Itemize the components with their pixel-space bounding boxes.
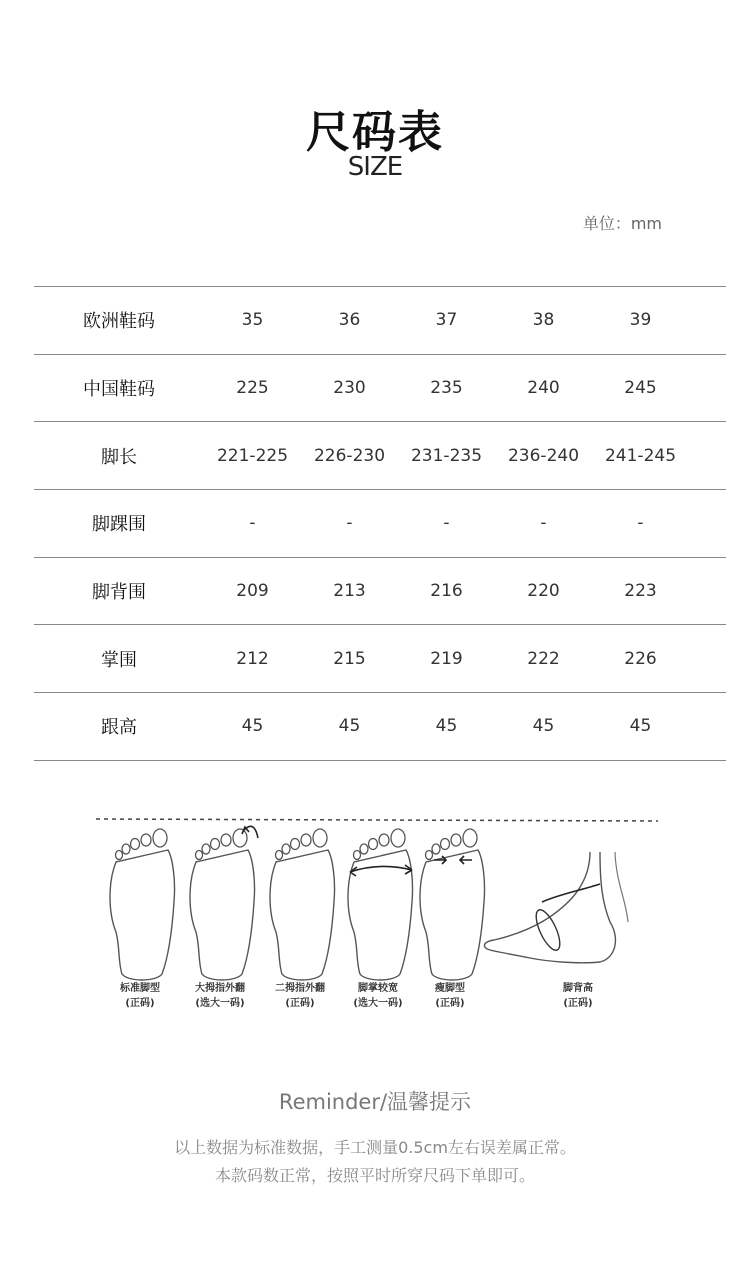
table-cell: 39 bbox=[629, 310, 652, 331]
row-label: 欧洲鞋码 bbox=[83, 311, 155, 333]
row-label: 脚长 bbox=[101, 446, 137, 468]
foot-label: 标准脚型 bbox=[120, 983, 160, 994]
table-row-instep bbox=[34, 558, 726, 626]
foot-label: 脚背高 bbox=[563, 983, 593, 994]
table-row-eu-size bbox=[34, 287, 726, 355]
row-label: 中国鞋码 bbox=[83, 379, 155, 401]
table-cell: 36 bbox=[338, 310, 361, 331]
foot-note: (正码) bbox=[563, 998, 593, 1009]
reminder-text-2: 本款码数正常，按照平时所穿尺码下单即可。 bbox=[214, 1166, 535, 1185]
table-cell: 45 bbox=[629, 716, 652, 737]
table-cell: 35 bbox=[241, 310, 264, 331]
table-cell: 219 bbox=[430, 648, 463, 669]
foot-note: (正码) bbox=[435, 998, 465, 1009]
foot-slim-icon bbox=[420, 829, 485, 980]
table-cell: 37 bbox=[435, 310, 458, 331]
foot-note: (正码) bbox=[125, 998, 155, 1009]
table-cell: 213 bbox=[333, 581, 366, 602]
table-cell: - bbox=[249, 513, 256, 534]
table-row-ankle bbox=[34, 490, 726, 558]
row-label: 脚踝围 bbox=[92, 514, 146, 536]
table-cell: 222 bbox=[527, 648, 560, 669]
row-label: 跟高 bbox=[101, 717, 137, 739]
table-cell: - bbox=[637, 513, 644, 534]
foot-wide-icon bbox=[348, 829, 413, 980]
table-row-foot-length bbox=[34, 422, 726, 490]
table-cell: 45 bbox=[435, 716, 458, 737]
table-cell: 45 bbox=[532, 716, 555, 737]
foot-label: 脚掌较宽 bbox=[358, 983, 398, 994]
table-cell: 45 bbox=[241, 716, 264, 737]
table-row-heel bbox=[34, 693, 726, 761]
table-cell: - bbox=[443, 513, 450, 534]
page-title: 尺码表 bbox=[306, 107, 444, 158]
foot-second-toe-icon bbox=[270, 829, 335, 980]
table-cell: 226 bbox=[624, 648, 657, 669]
foot-label: 瘦脚型 bbox=[435, 983, 465, 994]
row-label: 掌围 bbox=[101, 649, 137, 671]
table-cell: 209 bbox=[236, 581, 269, 602]
table-cell: 226-230 bbox=[313, 445, 386, 466]
reminder-text-1: 以上数据为标准数据，手工测量0.5cm左右误差属正常。 bbox=[174, 1138, 576, 1157]
table-cell: 38 bbox=[532, 310, 555, 331]
foot-types-illustration bbox=[90, 808, 660, 1018]
table-cell: 236-240 bbox=[507, 445, 580, 466]
foot-note: (正码) bbox=[285, 998, 315, 1009]
table-cell: 245 bbox=[624, 378, 657, 399]
foot-note: (选大一码) bbox=[353, 998, 403, 1009]
size-table bbox=[34, 286, 726, 761]
foot-high-instep-icon bbox=[484, 852, 628, 963]
table-cell: - bbox=[540, 513, 547, 534]
table-row-ball bbox=[34, 625, 726, 693]
table-cell: 225 bbox=[236, 378, 269, 399]
foot-label: 大拇指外翻 bbox=[195, 983, 245, 994]
page-subtitle: SIZE bbox=[347, 152, 403, 182]
table-cell: 241-245 bbox=[604, 445, 677, 466]
table-cell: - bbox=[346, 513, 353, 534]
table-cell: 45 bbox=[338, 716, 361, 737]
foot-note: (选大一码) bbox=[195, 998, 245, 1009]
table-cell: 231-235 bbox=[410, 445, 483, 466]
table-cell: 216 bbox=[430, 581, 463, 602]
table-cell: 235 bbox=[430, 378, 463, 399]
guide-line bbox=[96, 819, 658, 821]
foot-bunion-icon bbox=[190, 826, 258, 980]
table-row-cn-size bbox=[34, 355, 726, 423]
unit-label: 单位：mm bbox=[582, 214, 662, 233]
table-cell: 220 bbox=[527, 581, 560, 602]
row-label: 脚背围 bbox=[92, 582, 146, 604]
table-cell: 223 bbox=[624, 581, 657, 602]
table-cell: 230 bbox=[333, 378, 366, 399]
foot-label: 二拇指外翻 bbox=[275, 983, 325, 994]
table-cell: 215 bbox=[333, 648, 366, 669]
reminder-title: Reminder/温馨提示 bbox=[278, 1090, 472, 1114]
table-cell: 212 bbox=[236, 648, 269, 669]
table-cell: 240 bbox=[527, 378, 560, 399]
foot-standard-icon bbox=[110, 829, 175, 980]
table-cell: 221-225 bbox=[216, 445, 289, 466]
